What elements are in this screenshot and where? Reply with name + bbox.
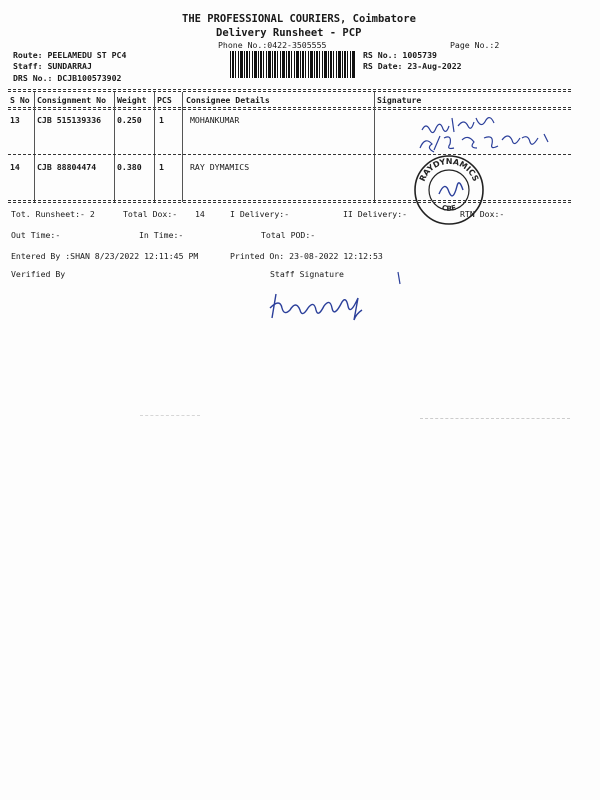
table-top-rule bbox=[8, 89, 571, 90]
svg-text:CBE bbox=[441, 204, 457, 213]
header-signature: Signature bbox=[377, 95, 422, 105]
stamp-bottom-text: CBE bbox=[441, 203, 457, 213]
staff: Staff: SUNDARRAJ bbox=[13, 61, 92, 71]
entered-by: Entered By :SHAN 8/23/2022 12:11:45 PM bbox=[11, 251, 199, 261]
row-13-pcs: 1 bbox=[159, 115, 164, 125]
company-name: THE PROFESSIONAL COURIERS, Coimbatore bbox=[182, 13, 416, 25]
header-sno: S No bbox=[10, 95, 30, 105]
header-weight: Weight bbox=[117, 95, 147, 105]
total-runsheet: Tot. Runsheet:- 2 bbox=[11, 209, 95, 219]
header-consignment: Consignment No bbox=[37, 95, 107, 105]
row-13-sno: 13 bbox=[10, 115, 20, 125]
header-consignee: Consignee Details bbox=[186, 95, 270, 105]
row-14-consignee: RAY DYMAMICS bbox=[190, 162, 250, 172]
drs-number: DRS No.: DCJB100573902 bbox=[13, 73, 122, 83]
row-14-consignment: CJB 88804474 bbox=[37, 162, 97, 172]
in-time: In Time:- bbox=[139, 230, 184, 240]
table-top-rule-2 bbox=[8, 91, 571, 92]
col-divider bbox=[374, 92, 375, 202]
rtn-dox: RTN Dox:- bbox=[460, 209, 505, 219]
col-divider bbox=[114, 92, 115, 202]
row-14-weight: 0.380 bbox=[117, 162, 142, 172]
row-13-consignee: MOHANKUMAR bbox=[190, 115, 240, 125]
row-14-pcs: 1 bbox=[159, 162, 164, 172]
staff-signature-label: Staff Signature bbox=[270, 269, 344, 279]
phone-number: Phone No.:0422-3505555 bbox=[218, 40, 327, 50]
rs-date: RS Date: 23-Aug-2022 bbox=[363, 61, 462, 71]
staff-signature bbox=[260, 268, 410, 328]
i-delivery: I Delivery:- bbox=[230, 209, 290, 219]
ii-delivery: II Delivery:- bbox=[343, 209, 408, 219]
total-dox-value: 14 bbox=[195, 209, 205, 219]
page-number: Page No.:2 bbox=[450, 40, 500, 50]
total-pod: Total POD:- bbox=[261, 230, 316, 240]
col-divider bbox=[182, 92, 183, 202]
total-dox-label: Total Dox:- bbox=[123, 209, 178, 219]
barcode bbox=[230, 51, 355, 78]
stamp-top-text: RAYDYNAMICS bbox=[417, 156, 481, 183]
verified-by: Verified By bbox=[11, 269, 66, 279]
row-13-consignment: CJB 515139336 bbox=[37, 115, 102, 125]
route: Route: PEELAMEDU ST PC4 bbox=[13, 50, 127, 60]
scan-artifact bbox=[140, 415, 200, 416]
out-time: Out Time:- bbox=[11, 230, 61, 240]
scan-artifact bbox=[420, 418, 570, 419]
header-pcs: PCS bbox=[157, 95, 172, 105]
document-title: Delivery Runsheet - PCP bbox=[216, 27, 362, 39]
row-14-sno: 14 bbox=[10, 162, 20, 172]
col-divider bbox=[34, 92, 35, 202]
printed-on: Printed On: 23-08-2022 12:12:53 bbox=[230, 251, 383, 261]
rs-number: RS No.: 1005739 bbox=[363, 50, 437, 60]
col-divider bbox=[154, 92, 155, 202]
row-13-weight: 0.250 bbox=[117, 115, 142, 125]
